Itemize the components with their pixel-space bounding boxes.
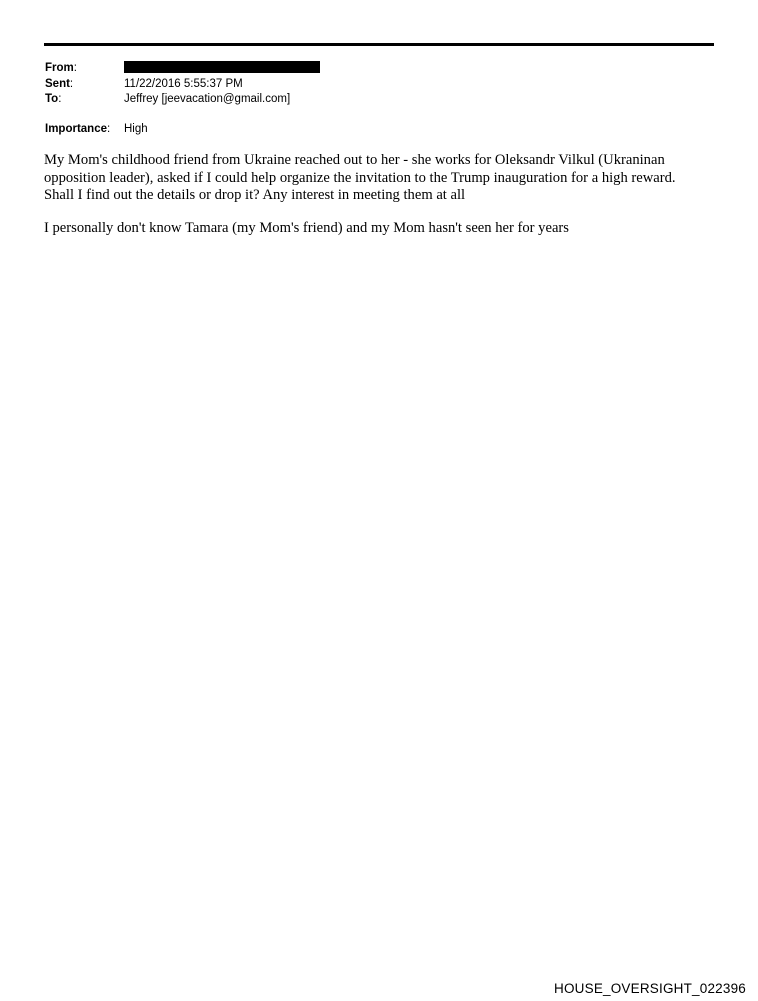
importance-value: High bbox=[124, 123, 148, 135]
to-value: Jeffrey [jeevacation@gmail.com] bbox=[124, 93, 291, 105]
body-paragraph-2: I personally don't know Tamara (my Mom's friend) and my Mom hasn't seen her for years bbox=[44, 219, 569, 236]
to-row bbox=[45, 92, 320, 108]
redaction-block bbox=[124, 61, 320, 73]
importance-row bbox=[45, 122, 148, 137]
sent-row bbox=[45, 77, 320, 93]
to-label: To: bbox=[45, 93, 62, 105]
sent-label: Sent: bbox=[45, 77, 74, 90]
email-body bbox=[44, 152, 724, 252]
sent-value: 11/22/2016 5:55:37 PM bbox=[124, 77, 243, 90]
from-label: From: bbox=[45, 62, 77, 74]
email-header bbox=[45, 61, 320, 108]
body-paragraph-1: My Mom's childhood friend from Ukraine reached out to her - she works for Oleksandr Vilkul (Ukraninan opposition leader), asked if I could help organize the invitation to the Trump inauguration for a high reward. Shall I find out the details or drop it? Any interest in meeting them at all bbox=[44, 152, 676, 203]
from-value bbox=[124, 61, 320, 77]
bates-number: HOUSE_OVERSIGHT_022396 bbox=[554, 981, 746, 996]
header-divider bbox=[44, 43, 714, 46]
from-row bbox=[45, 61, 320, 77]
importance-label: Importance: bbox=[45, 123, 111, 135]
